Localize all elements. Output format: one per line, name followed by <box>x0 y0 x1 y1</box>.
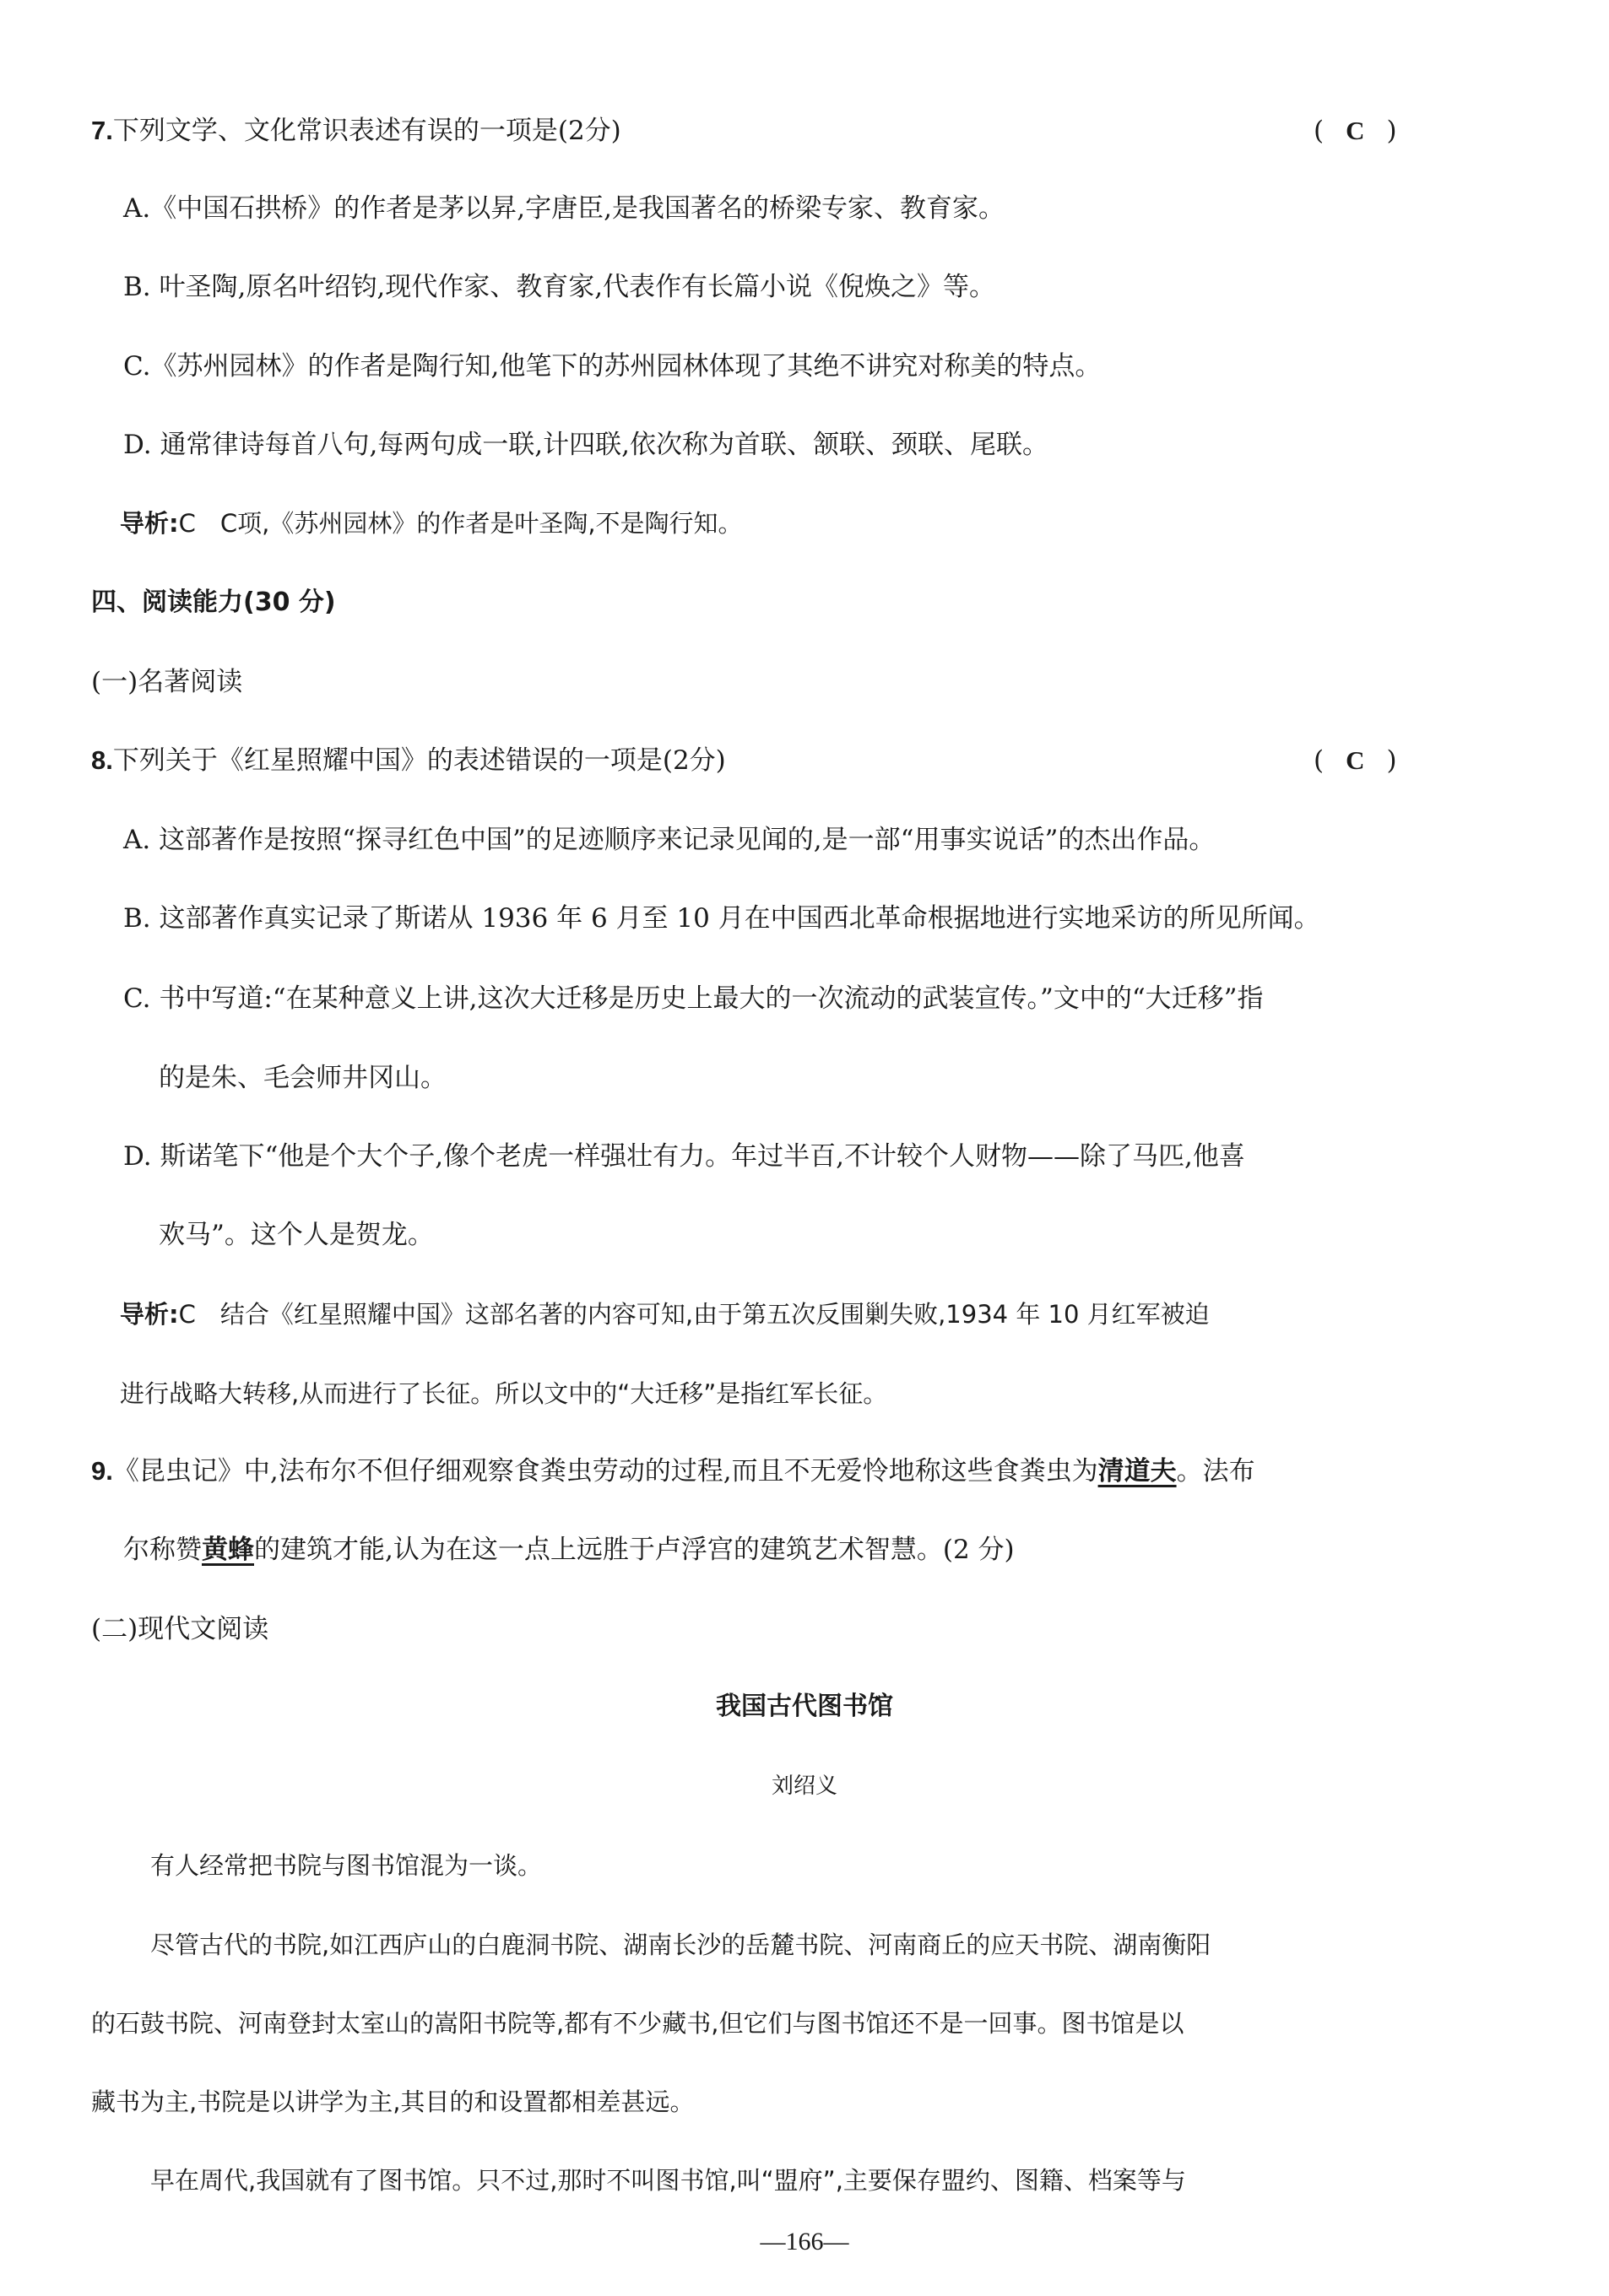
q9-blank-answer1: 清道夫 <box>1097 1456 1177 1486</box>
q7-option-b: B. 叶圣陶,原名叶绍钧,现代作家、教育家,代表作有长篇小说《倪焕之》等。 <box>123 272 996 302</box>
q7-answer: C <box>1346 116 1365 145</box>
q9-blank-answer2: 黄蜂 <box>202 1535 254 1565</box>
page-number: —166— <box>760 2228 849 2255</box>
q8-answer: C <box>1346 745 1365 775</box>
q9-text-b: 。法布 <box>1176 1456 1255 1486</box>
q7-option-d: D. 通常律诗每首八句,每两句成一联,计四联,依次称为首联、颔联、颈联、尾联。 <box>123 430 1049 460</box>
q8-option-d-line2: 欢马”。这个人是贺龙。 <box>159 1220 434 1250</box>
q9-number: 9. <box>91 1456 113 1486</box>
q8-guide-line1 <box>120 1297 1210 1331</box>
q8-answer-close: ) <box>1386 745 1397 776</box>
q8-option-c-line1: C. 书中写道:“在某种意义上讲,这次大迁移是历史上最大的一次流动的武装宣传。”文中的“大迁移”指 <box>123 983 1264 1014</box>
q9-text-c: 尔称赞 <box>123 1535 202 1565</box>
q8-option-b: B. 这部著作真实记录了斯诺从 1936 年 6 月至 10 月在中国西北革命根据地进行实地采访的所见所闻。 <box>123 903 1320 934</box>
q8-guide-text1: C 结合《红星照耀中国》这部名著的内容可知,由于第五次反围剿失败,1934 年 10 月红军被迫 <box>178 1300 1210 1329</box>
article-para2-line1: 尽管古代的书院,如江西庐山的白鹿洞书院、湖南长沙的岳麓书院、河南商丘的应天书院、湖南衡阳 <box>150 1930 1211 1959</box>
q9-text-a: 《昆虫记》中,法布尔不但仔细观察食粪虫劳动的过程,而且不无爱怜地称这些食粪虫为 <box>112 1456 1098 1486</box>
q8-option-c-line2: 的是朱、毛会师井冈山。 <box>159 1063 447 1093</box>
q7-option-c: C.《苏州园林》的作者是陶行知,他笔下的苏州园林体现了其绝不讲究对称美的特点。 <box>123 351 1102 382</box>
sub2-title: (二)现代文阅读 <box>91 1614 269 1644</box>
q7-answer-box <box>1314 114 1397 148</box>
q8-answer-open: ( <box>1314 745 1325 776</box>
article-para1: 有人经常把书院与图书馆混为一谈。 <box>150 1851 543 1880</box>
q7-guide-text: C C项,《苏州园林》的作者是叶圣陶,不是陶行知。 <box>178 509 743 538</box>
sub1-title: (一)名著阅读 <box>91 667 243 697</box>
q8-option-a: A. 这部著作是按照“探寻红色中国”的足迹顺序来记录见闻的,是一部“用事实说话”的杰出作品。 <box>123 825 1216 855</box>
article-para2-line3: 藏书为主,书院是以讲学为主,其目的和设置都相差甚远。 <box>91 2088 695 2116</box>
q7-guide <box>120 506 743 540</box>
q7-answer-open: ( <box>1314 116 1325 146</box>
q8-option-d-line1: D. 斯诺笔下“他是个大个子,像个老虎一样强壮有力。年过半百,不计较个人财物——除了马匹,他喜 <box>123 1141 1245 1172</box>
q7-stem-text: 下列文学、文化常识表述有误的一项是(2分) <box>112 116 621 146</box>
q9-line1 <box>91 1454 1255 1488</box>
q8-guide-line2: 进行战略大转移,从而进行了长征。所以文中的“大迁移”是指红军长征。 <box>120 1379 888 1408</box>
q7-answer-close: ) <box>1386 116 1397 146</box>
section4-title: 四、阅读能力(30 分) <box>91 588 336 617</box>
q9-line2 <box>123 1533 1015 1567</box>
q7-stem <box>91 114 621 148</box>
q8-number: 8. <box>91 745 113 775</box>
article-title: 我国古代图书馆 <box>716 1692 893 1721</box>
q8-stem-text: 下列关于《红星照耀中国》的表述错误的一项是(2分) <box>112 745 726 776</box>
article-author: 刘绍义 <box>771 1773 837 1799</box>
q7-guide-label: 导析: <box>120 509 179 538</box>
article-para2-line2: 的石鼓书院、河南登封太室山的嵩阳书院等,都有不少藏书,但它们与图书馆还不是一回事。图书馆是以 <box>91 2009 1184 2038</box>
article-para3-line1: 早在周代,我国就有了图书馆。只不过,那时不叫图书馆,叫“盟府”,主要保存盟约、图籍、档案等与 <box>150 2166 1186 2195</box>
q8-guide-label: 导析: <box>120 1300 179 1329</box>
q8-stem <box>91 744 726 777</box>
q7-option-a: A.《中国石拱桥》的作者是茅以昇,字唐臣,是我国著名的桥梁专家、教育家。 <box>123 193 1005 224</box>
q9-text-d: 的建筑才能,认为在这一点上远胜于卢浮宫的建筑艺术智慧。(2 分) <box>254 1535 1015 1565</box>
q7-number: 7. <box>91 116 113 145</box>
q8-answer-box <box>1314 744 1397 777</box>
